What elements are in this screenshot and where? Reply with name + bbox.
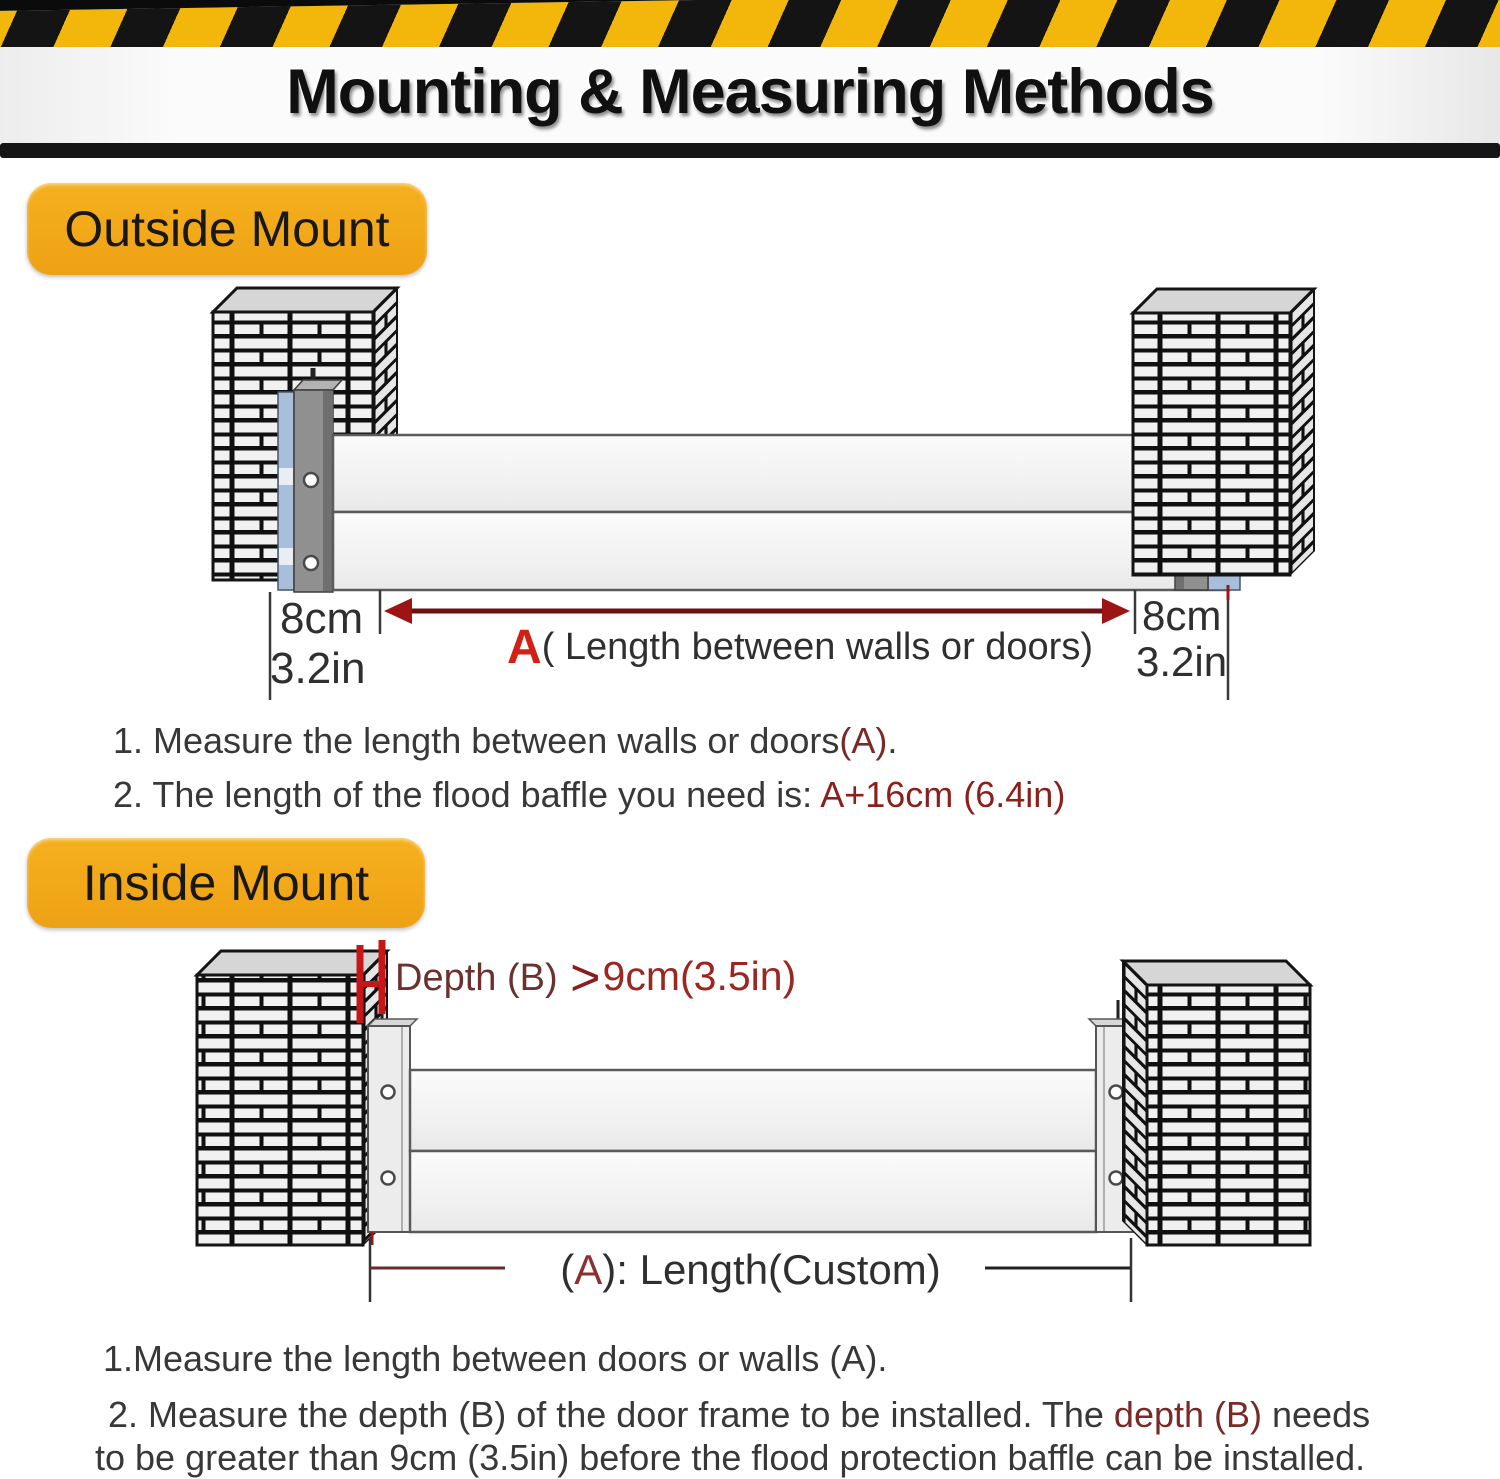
arrowhead-left-icon (384, 598, 412, 624)
outside-span-label (450, 621, 1150, 674)
outside-step1-accent: (A) (839, 720, 888, 761)
depth-value: 9cm(3.5in) (602, 953, 797, 999)
brick-pillar-right-inside (1123, 961, 1310, 1245)
outside-step1-period: . (887, 720, 898, 761)
outside-step2-accent: A+16cm (6.4in) (820, 774, 1066, 815)
outside-step2-text: 2. The length of the flood baffle you need is: (113, 774, 821, 815)
span-label-a: A (507, 621, 542, 674)
inside-mount-badge-label: Inside Mount (82, 855, 370, 911)
outside-step-1 (113, 720, 897, 762)
inside-step-1: 1.Measure the length between doors or walls (A). (103, 1338, 888, 1379)
outside-right-dim-in: 3.2in (1136, 638, 1228, 685)
inside-step2-text: 2. Measure the depth (B) of the door frame to be installed. The (108, 1394, 1114, 1435)
length-label-a: A (574, 1246, 603, 1293)
flood-baffle-outside (333, 435, 1229, 590)
flood-baffle-inside (410, 1070, 1096, 1232)
brick-pillar-right (1133, 289, 1314, 575)
outside-right-dim-cm: 8cm (1142, 592, 1222, 639)
outside-step1-text: 1. Measure the length between walls or doors (113, 720, 840, 761)
outside-left-dim-in: 3.2in (270, 644, 366, 693)
inside-step-2-line2: to be greater than 9cm (3.5in) before the flood protection baffle can be installed. (95, 1437, 1366, 1478)
inside-step-2-line1 (108, 1394, 1370, 1436)
depth-label (395, 949, 797, 1007)
outside-mount-badge-label: Outside Mount (64, 201, 390, 257)
inside-step2-suffix: needs (1262, 1394, 1371, 1435)
depth-label-text: Depth (B) (395, 957, 569, 999)
page-title: Mounting & Measuring Methods (286, 57, 1214, 127)
inside-length-label (370, 1246, 1131, 1294)
greater-than-sign: > (570, 949, 601, 1007)
length-label-text: ): Length(Custom) (602, 1246, 941, 1293)
outside-left-dim-cm: 8cm (280, 594, 364, 643)
arrowhead-right-icon (1102, 598, 1130, 624)
length-label-open: ( (560, 1246, 575, 1293)
inside-step2-accent: depth (B) (1113, 1394, 1262, 1435)
span-label-text: ( Length between walls or doors) (541, 626, 1093, 668)
outside-step-2 (113, 774, 1065, 816)
